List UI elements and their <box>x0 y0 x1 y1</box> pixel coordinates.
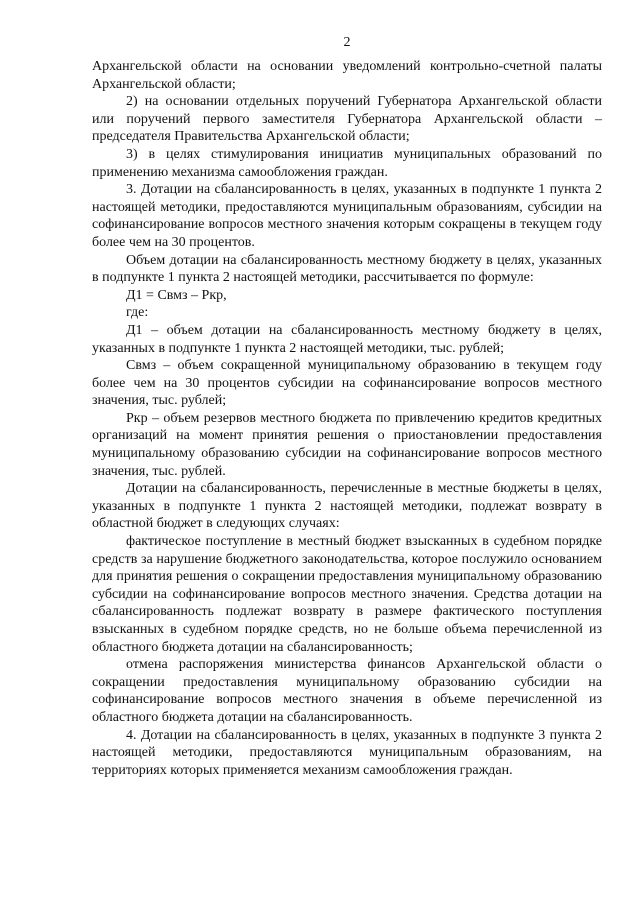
paragraph: Свмз – объем сокращенной муниципальному образованию в текущем году более чем на 30 процентов субсидии на софинансирование вопросов местного значения, тыс. рублей; <box>92 358 602 409</box>
paragraph: где: <box>126 305 149 321</box>
paragraph: Дотации на сбалансированность, перечисленные в местные бюджеты в целях, указанных в подпункте 1 пункта 2 настоящей методики, подлежат возврату в областной бюджет в следующих случаях: <box>92 481 602 532</box>
page-number: 2 <box>343 35 351 50</box>
paragraph: Ркр – объем резервов местного бюджета по привлечению кредитов кредитных организаций на момент принятия решения о приостановлении предоставления муниципальному образованию субсидии на софинансирование вопросов местного значения, тыс. рублей. <box>92 410 602 479</box>
document-body <box>92 58 602 779</box>
paragraph: Д1 – объем дотации на сбалансированность местному бюджету в целях, указанных в подпункте 1 пункта 2 настоящей методики, тыс. рублей; <box>92 322 602 356</box>
paragraph: 3. Дотации на сбалансированность в целях, указанных в подпункте 1 пункта 2 настоящей методики, предоставляются муниципальным образованиям, субсидии на софинансирование вопросов местного значения которым сокращены в текущем году более чем на 30 процентов. <box>92 182 602 250</box>
paragraph: фактическое поступление в местный бюджет взысканных в судебном порядке средств за нарушение бюджетного законодательства, которое послужило основанием для принятия решения о сокращении предоставления муниципальному образованию субсидии на софинансирование вопросов местного значения. Средства дотации на сбалансированность подлежат возврату в размере фактического поступления взысканных в судебном порядке средств, но не больше объема перечисленной из областного бюджета дотации на сбалансированность; <box>92 534 602 655</box>
formula: Д1 = Свмз – Ркр, <box>126 287 227 303</box>
paragraph: Архангельской области на основании уведомлений контрольно-счетной палаты Архангельской области; <box>92 59 602 92</box>
paragraph: Объем дотации на сбалансированность местному бюджету в целях, указанных в подпункте 1 пункта 2 настоящей методики, рассчитывается по формуле: <box>92 252 602 286</box>
paragraph: 3) в целях стимулирования инициатив муниципальных образований по применению механизма самообложения граждан. <box>92 146 602 180</box>
paragraph: отмена распоряжения министерства финансов Архангельской области о сокращении предоставления муниципальному образованию субсидии на софинансирование вопросов местного значения в объеме перечисленной из областного бюджета дотации на сбалансированность. <box>92 657 602 725</box>
paragraph: 4. Дотации на сбалансированность в целях, указанных в подпункте 3 пункта 2 настоящей методики, предоставляются муниципальным образованиям, на территориях которых применяется механизм самообложения граждан. <box>92 727 602 778</box>
paragraph: 2) на основании отдельных поручений Губернатора Архангельской области или поручений первого заместителя Губернатора Архангельской области – председателя Правительства Архангельской области; <box>92 94 602 145</box>
